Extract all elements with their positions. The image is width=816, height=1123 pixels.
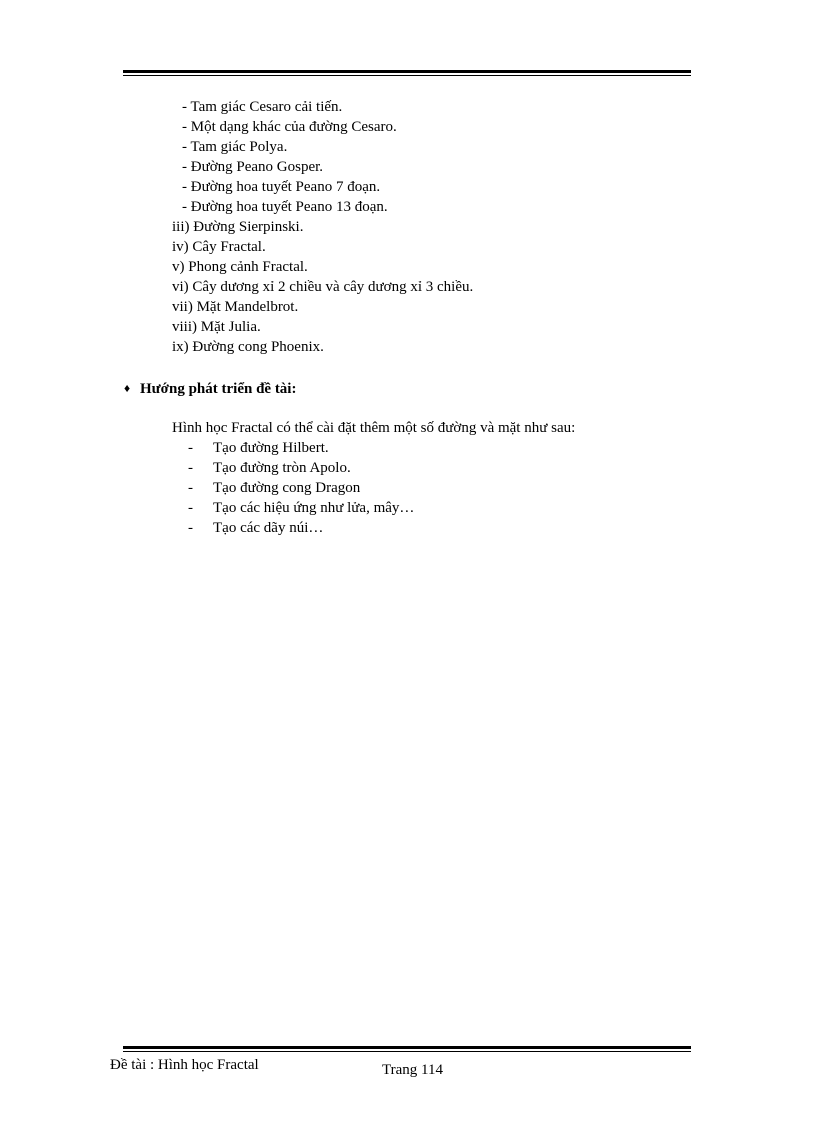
roman-item: v) Phong cảnh Fractal. (172, 259, 308, 275)
list-item: Tạo các hiệu ứng như lửa, mây… (213, 500, 415, 516)
list-dash: - (188, 500, 193, 516)
list-item: Tạo đường tròn Apolo. (213, 460, 351, 476)
diamond-bullet-icon: ♦ (124, 381, 131, 395)
sub-item: - Một dạng khác của đường Cesaro. (182, 119, 397, 135)
roman-item: iii) Đường Sierpinski. (172, 219, 304, 235)
roman-item: ix) Đường cong Phoenix. (172, 339, 324, 355)
page-number: Trang 114 (382, 1062, 443, 1078)
sub-item: - Đường Peano Gosper. (182, 159, 324, 175)
roman-item: vi) Cây dương xỉ 2 chiều và cây dương xỉ 3 chiều. (172, 279, 474, 295)
sub-item: - Đường hoa tuyết Peano 7 đoạn. (182, 179, 381, 195)
sub-item: - Tam giác Cesaro cải tiến. (182, 99, 343, 115)
section-heading (124, 379, 296, 398)
sub-item: - Đường hoa tuyết Peano 13 đoạn. (182, 199, 388, 215)
list-item: Tạo các dãy núi… (213, 520, 324, 536)
roman-item: vii) Mặt Mandelbrot. (172, 299, 299, 315)
footer-rule (123, 1046, 691, 1052)
list-dash: - (188, 460, 193, 476)
roman-item: viii) Mặt Julia. (172, 319, 261, 335)
header-rule (123, 70, 691, 76)
intro-paragraph: Hình học Fractal có thể cài đặt thêm một số đường và mặt như sau: (172, 420, 576, 436)
list-item: Tạo đường Hilbert. (213, 440, 329, 456)
sub-item: - Tam giác Polya. (182, 139, 288, 155)
list-dash: - (188, 520, 193, 536)
section-heading-text: Hướng phát triển đề tài: (140, 381, 297, 397)
roman-item: iv) Cây Fractal. (172, 239, 266, 255)
list-item: Tạo đường cong Dragon (213, 480, 361, 496)
list-dash: - (188, 480, 193, 496)
list-dash: - (188, 440, 193, 456)
footer-topic: Đề tài : Hình học Fractal (110, 1057, 259, 1073)
